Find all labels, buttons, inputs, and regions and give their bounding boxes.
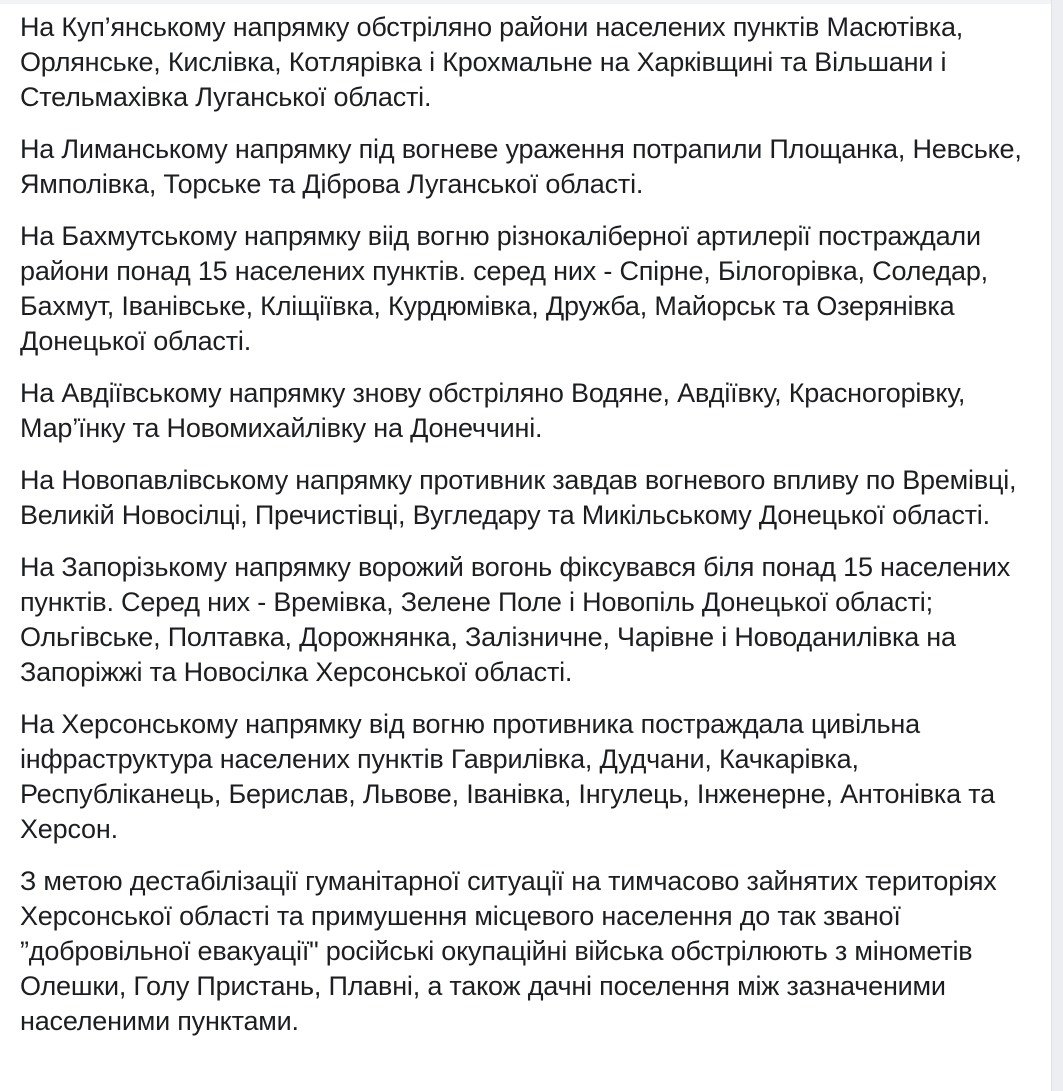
paragraph-bakhmut-direction: На Бахмутському напрямку віід вогню різнокаліберної артилерії постраждали райони понад 15 населених пунктів. серед них - Спірне, Білогорівка, Соледар, Бахмут, Іванівське, Кліщіївка, Курдюмівка, Дружба, Майорськ та Озерянівка Донецької області. — [20, 221, 988, 356]
paragraph-avdiivka-direction: На Авдіївському напрямку знову обстріляно Водяне, Авдіївку, Красногорівку, Мар’їнку та Новомихайлівку на Донеччині. — [20, 378, 966, 443]
report-text-body — [20, 4, 1040, 1056]
paragraph-zaporizhzhia-direction: На Запорізькому напрямку ворожий вогонь фіксувався біля понад 15 населених пунктів. Серед них - Времівка, Зелене Поле і Новопіль Донецької області; Ольгівське, Полтавка, Дорожнянка, Залізничне, Чарівне і Новоданилівка на Запоріжжі та Новосілка Херсонської області. — [20, 552, 1011, 687]
paragraph-evacuation-note: З метою дестабілізації гуманітарної ситуації на тимчасово зайнятих територіях Херсонської області та примушення місцевого населення до так званої ”добровільної евакуації" російські окупаційні війська обстрілюють з мінометів Олешки, Голу Пристань, Плавні, а також дачні поселення між зазначеними населеними пунктами. — [20, 866, 997, 1036]
vertical-scrollbar[interactable] — [1051, 0, 1063, 1091]
paragraph-lyman-direction: На Лиманському напрямку під вогневе ураження потрапили Площанка, Невське, Ямполівка, Торське та Діброва Луганської області. — [20, 134, 1022, 199]
paragraph-novopavlivka-direction: На Новопавлівському напрямку противник завдав вогневого впливу по Времівці, Великій Новосілці, Пречистівці, Вугледару та Микільському Донецької області. — [20, 465, 1017, 530]
paragraph-kherson-direction: На Херсонському напрямку від вогню противника постраждала цивільна інфраструктура населених пунктів Гаврилівка, Дудчани, Качкарівка, Республіканець, Берислав, Львове, Іванівка, Інгулець, Інженерне, Антонівка та Херсон. — [20, 709, 995, 844]
paragraph-kupyansk-direction: На Куп’янському напрямку обстріляно райони населених пунктів Масютівка, Орлянське, Кислівка, Котлярівка і Крохмальне на Харківщині та Вільшани і Стельмахівка Луганської області. — [20, 12, 964, 112]
